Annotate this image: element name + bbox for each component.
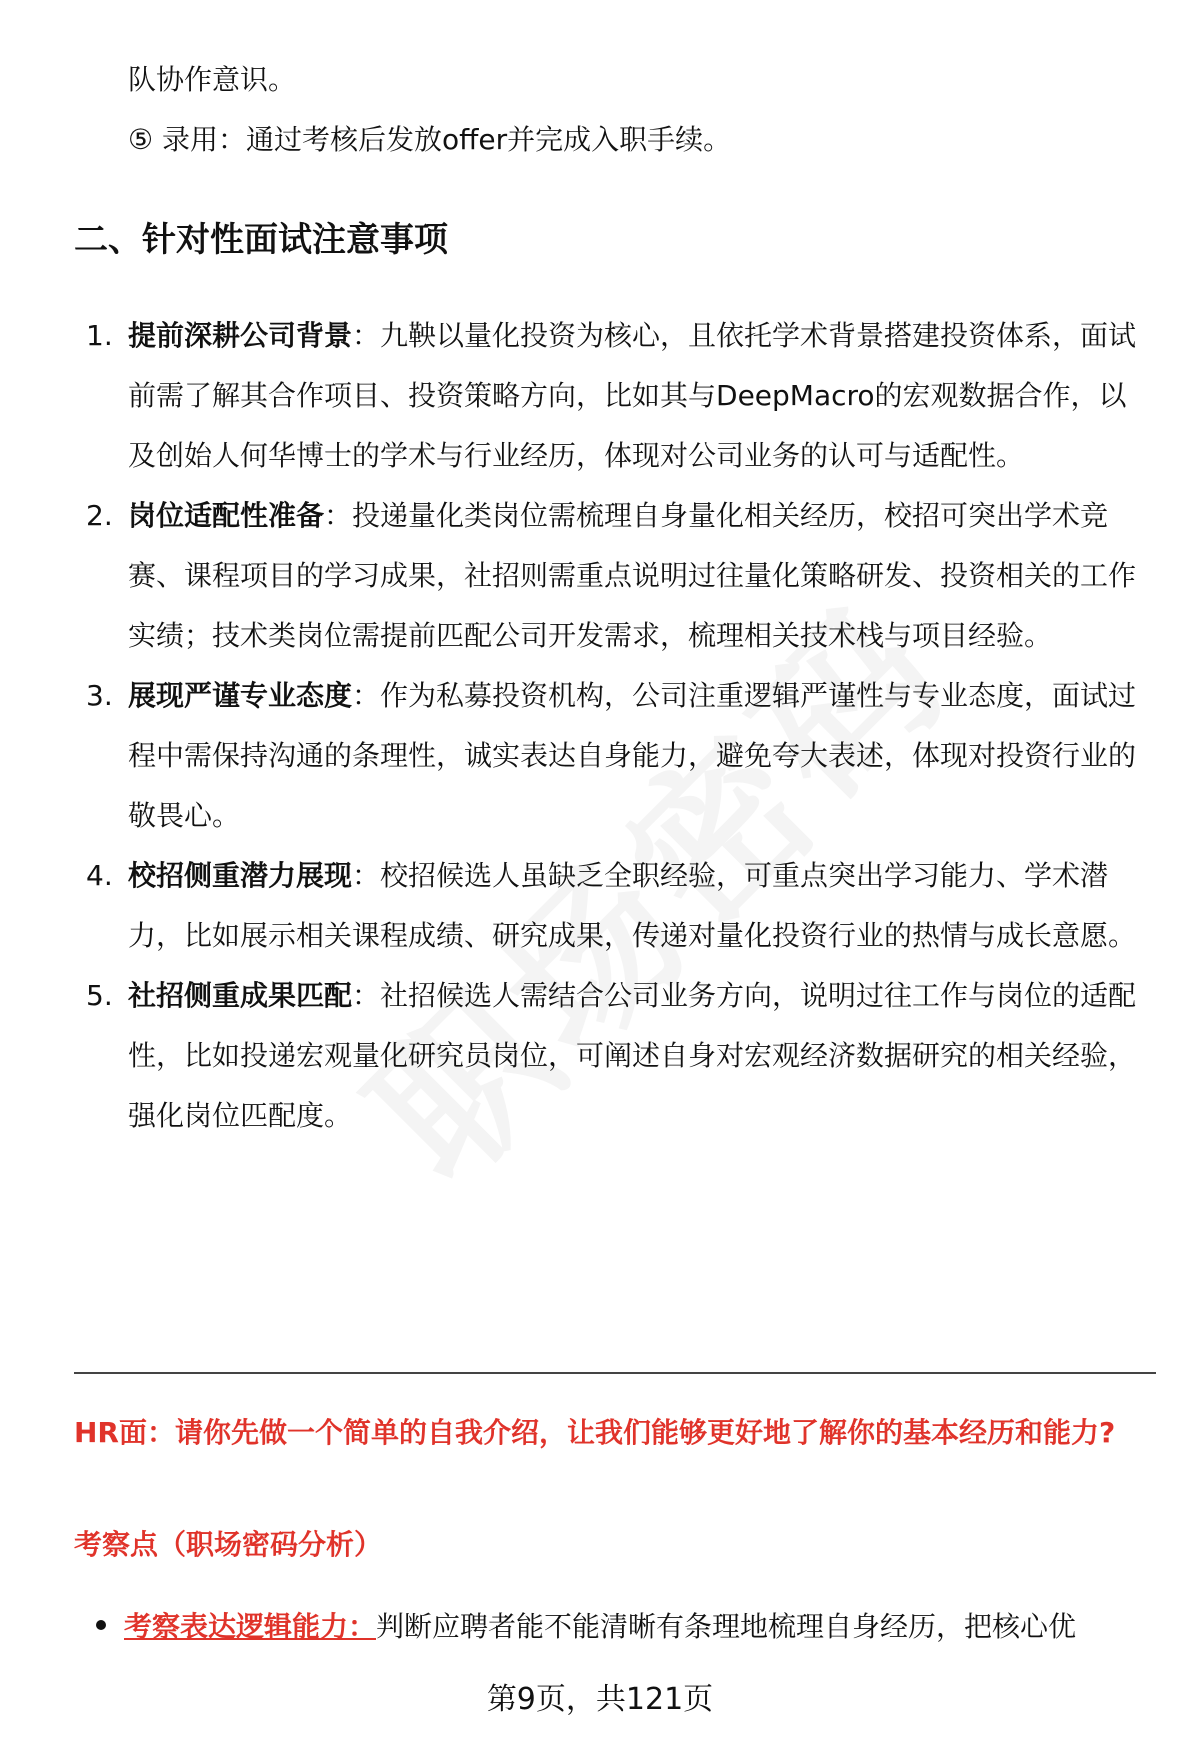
item-number: 1.	[86, 319, 113, 352]
bullet-text: 判断应聘者能不能清晰有条理地梳理自身经历，把核心优	[376, 1610, 1077, 1643]
item-title: 展现严谨专业态度	[128, 679, 353, 712]
kaochadian-heading: 考察点（职场密码分析）	[74, 1528, 383, 1561]
list-item	[0, 666, 1200, 846]
item-number: 3.	[86, 679, 113, 712]
list-item	[0, 966, 1200, 1146]
hr-question: HR面：请你先做一个简单的自我介绍，让我们能够更好地了解你的基本经历和能力?	[74, 1416, 1116, 1449]
item-number: 4.	[86, 859, 113, 892]
page-footer: 第9页，共121页	[486, 1682, 714, 1717]
bullet-dot-icon	[96, 1620, 106, 1630]
continuation-text: 队协作意识。	[128, 63, 297, 96]
item-number: 5.	[86, 979, 113, 1012]
item-title: 提前深耕公司背景	[128, 319, 353, 352]
bullet-item	[96, 1602, 1076, 1652]
list-item	[0, 306, 1200, 486]
item-number: 2.	[86, 499, 113, 532]
notes-list	[0, 306, 1200, 1146]
item-title: 校招侧重潜力展现	[128, 859, 353, 892]
item-text: ：校招候选人虽缺乏全职经验，可重点突出学习能力、学术潜力，比如展示相关课程成绩、研究成果，传递对量化投资行业的热情与成长意愿。	[128, 859, 1137, 952]
list-item	[0, 846, 1200, 966]
item-text: ：作为私募投资机构，公司注重逻辑严谨性与专业态度，面试过程中需保持沟通的条理性，诚实表达自身能力，避免夸大表述，体现对投资行业的敬畏心。	[128, 679, 1137, 832]
item-title: 岗位适配性准备	[128, 499, 325, 532]
horizontal-rule	[74, 1372, 1156, 1374]
item-text: ：投递量化类岗位需梳理自身量化相关经历，校招可突出学术竞赛、课程项目的学习成果，社招则需重点说明过往量化策略研发、投资相关的工作实绩；技术类岗位需提前匹配公司开发需求，梳理相关技术栈与项目经验。	[128, 499, 1137, 652]
item-text: ：九鞅以量化投资为核心，且依托学术背景搭建投资体系，面试前需了解其合作项目、投资策略方向，比如其与DeepMacro的宏观数据合作，以及创始人何华博士的学术与行业经历，体现对公司业务的认可与适配性。	[128, 319, 1137, 472]
section-title: 二、针对性面试注意事项	[74, 220, 448, 260]
item-text: ：社招候选人需结合公司业务方向，说明过往工作与岗位的适配性，比如投递宏观量化研究员岗位，可阐述自身对宏观经济数据研究的相关经验，强化岗位匹配度。	[128, 979, 1137, 1132]
item-title: 社招侧重成果匹配	[128, 979, 353, 1012]
bullet-label: 考察表达逻辑能力：	[124, 1610, 377, 1643]
list-item	[0, 486, 1200, 666]
step-five-text: ⑤ 录用：通过考核后发放offer并完成入职手续。	[128, 123, 732, 156]
